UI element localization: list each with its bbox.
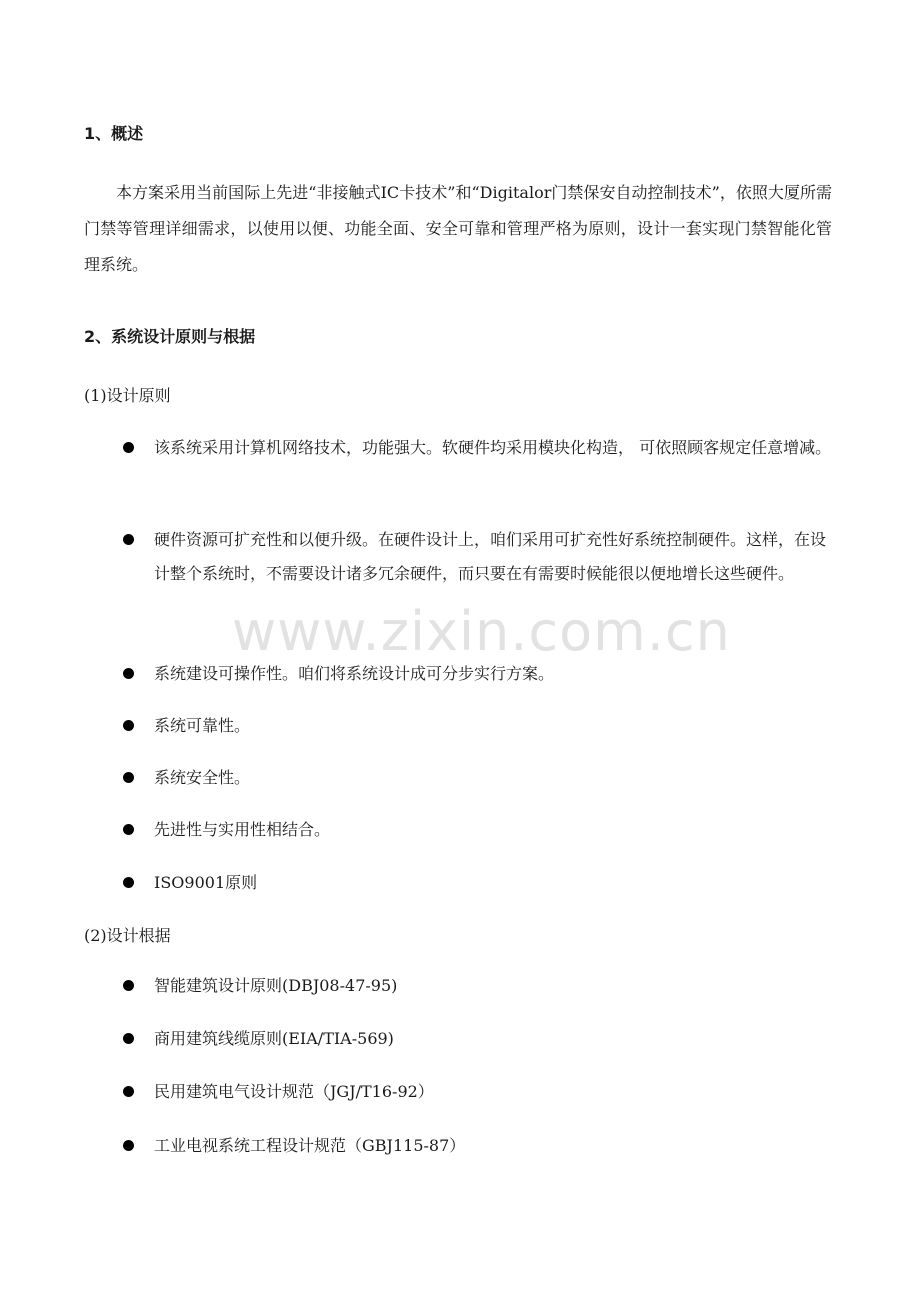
bullet-dot-icon — [123, 824, 134, 835]
bullet-dot-icon — [123, 1033, 134, 1044]
list-item-text: 系统可靠性。 — [154, 716, 251, 735]
bullet-dot-icon — [123, 1140, 134, 1151]
list-item-text: 系统安全性。 — [154, 768, 251, 787]
list-item — [120, 1022, 832, 1056]
bullet-dot-icon — [123, 668, 134, 679]
list-item-text: 智能建筑设计原则(DBJ08-47-95) — [154, 976, 398, 995]
bullet-dot-icon — [123, 534, 134, 545]
list-item — [120, 1075, 832, 1109]
list-item-text: 该系统采用计算机网络技术，功能强大。软硬件均采用模块化构造， 可依照顾客规定任意增减。 — [154, 438, 832, 457]
design-basis-title: (2)设计根据 — [84, 926, 171, 945]
bullet-dot-icon — [123, 442, 134, 453]
bullet-dot-icon — [123, 772, 134, 783]
list-item — [120, 709, 832, 743]
list-item-text: ISO9001原则 — [154, 873, 258, 892]
list-item — [120, 866, 832, 900]
list-item-text: 民用建筑电气设计规范（JGJ/T16-92） — [154, 1082, 434, 1101]
list-item — [120, 1129, 832, 1163]
section-1-paragraph: 本方案采用当前国际上先进“非接触式IC卡技术”和“Digitalor门禁保安自动控制技术”，依照大厦所需门禁等管理详细需求，以使用以便、功能全面、安全可靠和管理严格为原则，设计一套实现门禁智能化管理系统。 — [84, 183, 832, 274]
list-item — [120, 431, 832, 465]
list-item — [120, 813, 832, 847]
list-item-text: 系统建设可操作性。咱们将系统设计成可分步实行方案。 — [154, 664, 555, 683]
list-item-text: 硬件资源可扩充性和以便升级。在硬件设计上，咱们采用可扩充性好系统控制硬件。这样，在设计整个系统时，不需要设计诸多冗余硬件，而只要在有需要时候能很以便地增长这些硬件。 — [154, 530, 827, 583]
list-item-text: 工业电视系统工程设计规范（GBJ115-87） — [154, 1136, 466, 1155]
list-item — [120, 523, 832, 591]
bullet-dot-icon — [123, 720, 134, 731]
watermark: www.zixin.com.cn — [232, 600, 731, 663]
design-principles-title: (1)设计原则 — [84, 386, 171, 405]
bullet-dot-icon — [123, 1086, 134, 1097]
bullet-dot-icon — [123, 980, 134, 991]
list-item — [120, 761, 832, 795]
section-2-heading: 2、系统设计原则与根据 — [84, 327, 256, 346]
section-1-heading: 1、概述 — [84, 124, 144, 143]
list-item-text: 商用建筑线缆原则(EIA/TIA-569) — [154, 1029, 394, 1048]
list-item — [120, 657, 832, 691]
bullet-dot-icon — [123, 877, 134, 888]
list-item-text: 先进性与实用性相结合。 — [154, 820, 331, 839]
list-item — [120, 969, 832, 1003]
